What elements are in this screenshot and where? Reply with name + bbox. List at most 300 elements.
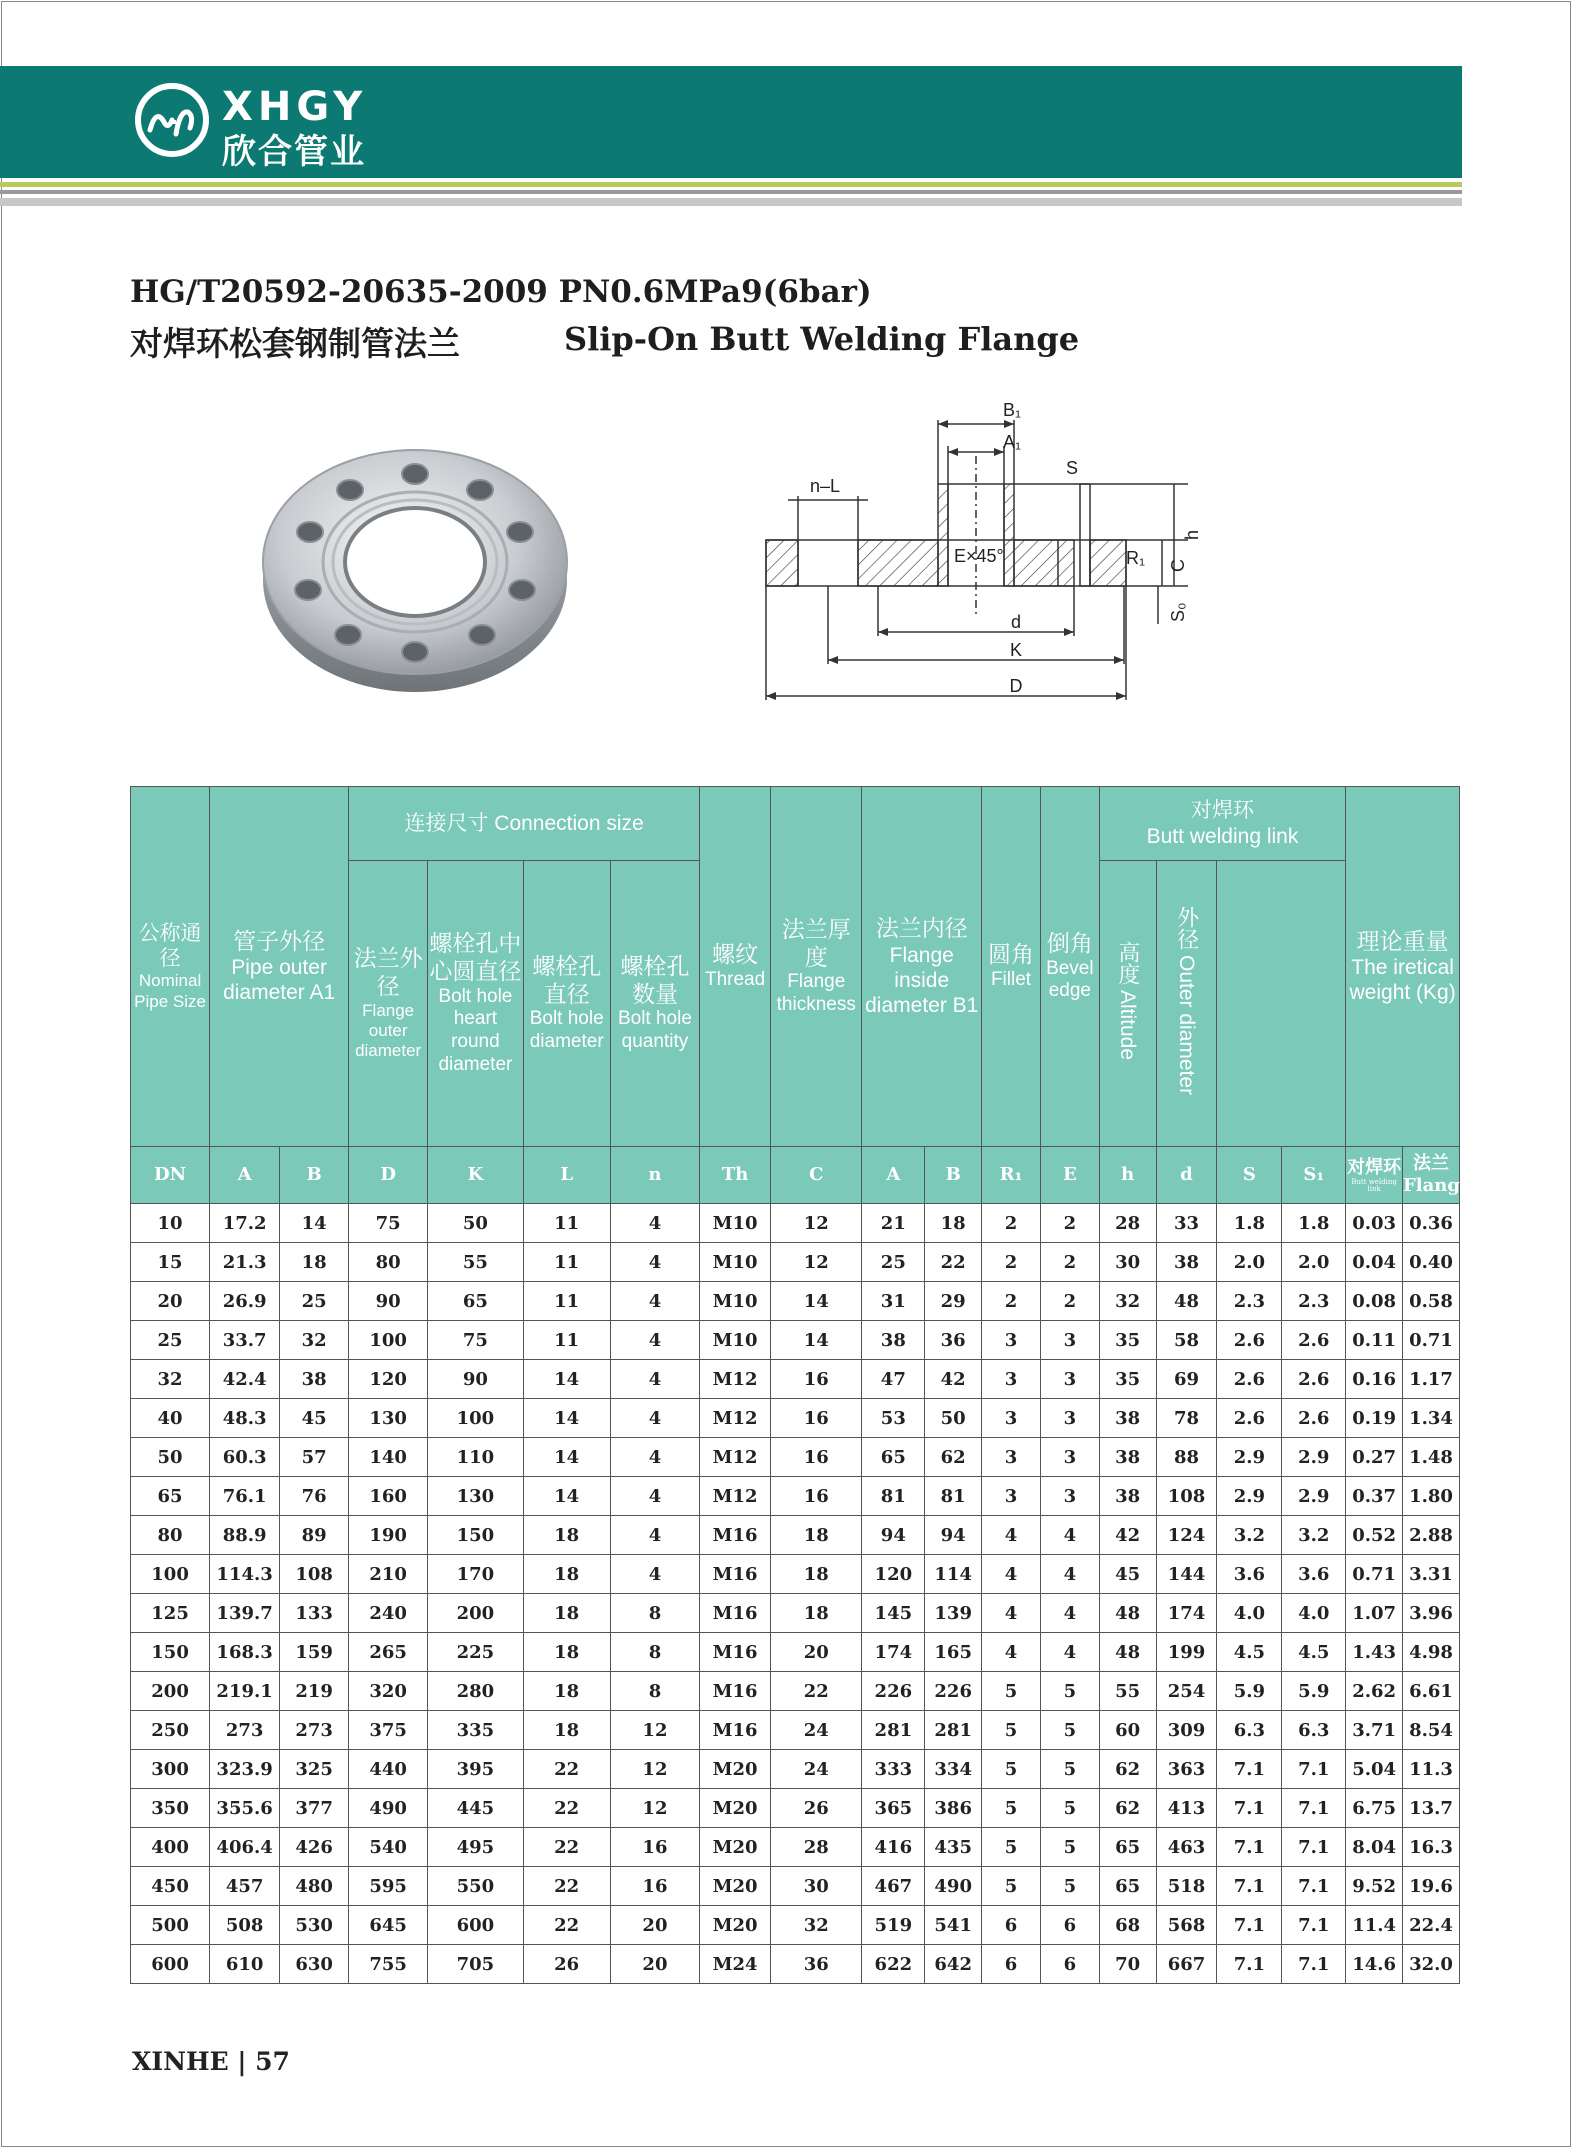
table-cell: 13.7 [1403, 1789, 1460, 1828]
table-cell: 18 [523, 1672, 610, 1711]
table-cell: 28 [1099, 1204, 1156, 1243]
table-cell: 541 [925, 1906, 982, 1945]
table-cell: 14 [771, 1282, 862, 1321]
table-cell: 2.6 [1217, 1399, 1282, 1438]
table-cell: 42 [1099, 1516, 1156, 1555]
table-cell: M16 [700, 1516, 771, 1555]
table-cell: 7.1 [1217, 1867, 1282, 1906]
table-cell: 7.1 [1282, 1906, 1346, 1945]
table-cell: 226 [925, 1672, 982, 1711]
col-code: C [771, 1147, 862, 1204]
table-row [131, 1555, 1460, 1594]
table-cell: 320 [349, 1672, 428, 1711]
table-cell: 22.4 [1403, 1906, 1460, 1945]
table-row [131, 1828, 1460, 1867]
table-cell: 2.9 [1217, 1477, 1282, 1516]
table-cell: 139 [925, 1594, 982, 1633]
table-cell: 406.4 [210, 1828, 280, 1867]
table-cell: 50 [428, 1204, 523, 1243]
brand-name-en: XHGY [222, 84, 368, 130]
table-row [131, 1243, 1460, 1282]
table-cell: 2.6 [1217, 1321, 1282, 1360]
table-cell: 0.52 [1346, 1516, 1403, 1555]
table-cell: 416 [862, 1828, 925, 1867]
table-cell: 9.52 [1346, 1867, 1403, 1906]
table-cell: 4 [982, 1555, 1041, 1594]
table-row [131, 1945, 1460, 1984]
table-cell: 78 [1156, 1399, 1217, 1438]
col-n-header: 螺栓孔数量 Bolt hole quantity [610, 861, 699, 1147]
table-cell: 32 [280, 1321, 349, 1360]
table-cell: 600 [428, 1906, 523, 1945]
table-cell: 18 [523, 1633, 610, 1672]
table-cell: 26 [771, 1789, 862, 1828]
table-cell: 3 [1040, 1438, 1099, 1477]
group-connection-size: 连接尺寸 Connection size [349, 787, 700, 861]
col-k-header: 螺栓孔中心圆直径 Bolt hole heart round diameter [428, 861, 523, 1147]
table-cell: 3.2 [1217, 1516, 1282, 1555]
table-cell: 20 [131, 1282, 210, 1321]
table-cell: 4.5 [1282, 1633, 1346, 1672]
table-cell: 4 [1040, 1516, 1099, 1555]
col-pipe-header: 管子外径 Pipe outer diameter A1 [210, 787, 349, 1147]
table-cell: 89 [280, 1516, 349, 1555]
table-cell: 200 [428, 1594, 523, 1633]
table-cell: 174 [862, 1633, 925, 1672]
table-cell: 4 [610, 1477, 699, 1516]
table-cell: 38 [862, 1321, 925, 1360]
table-cell: 426 [280, 1828, 349, 1867]
table-cell: 4 [1040, 1633, 1099, 1672]
table-cell: 4.98 [1403, 1633, 1460, 1672]
table-cell: 4 [982, 1516, 1041, 1555]
table-cell: 108 [280, 1555, 349, 1594]
table-cell: 30 [771, 1867, 862, 1906]
col-weight-header: 理论重量 The iretical weight (Kg) [1346, 787, 1460, 1147]
table-cell: 140 [349, 1438, 428, 1477]
table-row [131, 1711, 1460, 1750]
table-cell: 10 [131, 1204, 210, 1243]
table-cell: 130 [349, 1399, 428, 1438]
table-cell: 3 [982, 1360, 1041, 1399]
table-cell: 28 [771, 1828, 862, 1867]
table-cell: M16 [700, 1711, 771, 1750]
table-cell: 5 [1040, 1867, 1099, 1906]
table-cell: 540 [349, 1828, 428, 1867]
table-cell: 38 [1099, 1399, 1156, 1438]
col-code: D [349, 1147, 428, 1204]
table-row [131, 1399, 1460, 1438]
table-cell: 144 [1156, 1555, 1217, 1594]
table-cell: 4 [610, 1282, 699, 1321]
table-cell: 24 [771, 1750, 862, 1789]
table-cell: 16 [771, 1477, 862, 1516]
table-cell: 325 [280, 1750, 349, 1789]
table-cell: 500 [131, 1906, 210, 1945]
table-cell: 94 [862, 1516, 925, 1555]
table-cell: 190 [349, 1516, 428, 1555]
table-cell: 281 [925, 1711, 982, 1750]
table-cell: 14 [523, 1360, 610, 1399]
banner-stripe [0, 182, 1462, 187]
table-cell: 5.04 [1346, 1750, 1403, 1789]
table-cell: 400 [131, 1828, 210, 1867]
table-cell: 8.04 [1346, 1828, 1403, 1867]
table-cell: 5 [982, 1711, 1041, 1750]
table-cell: 3.6 [1217, 1555, 1282, 1594]
table-cell: 281 [862, 1711, 925, 1750]
table-cell: 48.3 [210, 1399, 280, 1438]
table-cell: M16 [700, 1594, 771, 1633]
table-cell: 75 [428, 1321, 523, 1360]
table-cell: 0.36 [1403, 1204, 1460, 1243]
table-cell: 5 [982, 1828, 1041, 1867]
table-cell: 12 [610, 1711, 699, 1750]
table-cell: 58 [1156, 1321, 1217, 1360]
table-cell: 53 [862, 1399, 925, 1438]
table-cell: 11.3 [1403, 1750, 1460, 1789]
col-code: L [523, 1147, 610, 1204]
flange-product-photo [250, 430, 580, 700]
table-cell: 2 [982, 1204, 1041, 1243]
table-cell: 6.3 [1282, 1711, 1346, 1750]
table-row [131, 1360, 1460, 1399]
group-butt-welding: 对焊环 Butt welding link [1099, 787, 1345, 861]
table-cell: 3 [982, 1321, 1041, 1360]
table-cell: 20 [610, 1906, 699, 1945]
table-cell: 50 [131, 1438, 210, 1477]
flange-cross-section-diagram [758, 396, 1358, 712]
table-cell: 4 [1040, 1555, 1099, 1594]
table-cell: 440 [349, 1750, 428, 1789]
col-code: Th [700, 1147, 771, 1204]
table-cell: 490 [925, 1867, 982, 1906]
table-cell: 65 [1099, 1867, 1156, 1906]
table-cell: 0.11 [1346, 1321, 1403, 1360]
table-cell: 170 [428, 1555, 523, 1594]
table-cell: 273 [280, 1711, 349, 1750]
table-cell: 174 [1156, 1594, 1217, 1633]
product-title-en: Slip-On Butt Welding Flange [564, 320, 1080, 358]
table-cell: 1.17 [1403, 1360, 1460, 1399]
table-cell: 265 [349, 1633, 428, 1672]
table-cell: 3 [982, 1477, 1041, 1516]
table-cell: 42 [925, 1360, 982, 1399]
table-cell: 65 [428, 1282, 523, 1321]
dim-k: K [1009, 640, 1023, 660]
table-cell: 375 [349, 1711, 428, 1750]
table-cell: 3.2 [1282, 1516, 1346, 1555]
table-cell: 11.4 [1346, 1906, 1403, 1945]
table-cell: M20 [700, 1789, 771, 1828]
col-code: n [610, 1147, 699, 1204]
table-cell: 68 [1099, 1906, 1156, 1945]
table-cell: 14 [771, 1321, 862, 1360]
table-cell: 16 [610, 1867, 699, 1906]
table-cell: 3.31 [1403, 1555, 1460, 1594]
table-cell: 11 [523, 1204, 610, 1243]
table-cell: 2 [982, 1243, 1041, 1282]
table-cell: 4 [610, 1360, 699, 1399]
table-cell: 19.6 [1403, 1867, 1460, 1906]
table-cell: 467 [862, 1867, 925, 1906]
table-cell: 254 [1156, 1672, 1217, 1711]
table-cell: 4 [610, 1204, 699, 1243]
table-cell: 495 [428, 1828, 523, 1867]
table-cell: 33 [1156, 1204, 1217, 1243]
table-cell: 0.40 [1403, 1243, 1460, 1282]
table-cell: 5 [982, 1672, 1041, 1711]
table-cell: 4 [610, 1516, 699, 1555]
table-cell: 35 [1099, 1321, 1156, 1360]
table-cell: 50 [925, 1399, 982, 1438]
table-cell: 300 [131, 1750, 210, 1789]
table-cell: 3.71 [1346, 1711, 1403, 1750]
table-cell: 38 [1099, 1438, 1156, 1477]
table-cell: 48 [1099, 1594, 1156, 1633]
table-cell: 2.9 [1217, 1438, 1282, 1477]
table-cell: 114 [925, 1555, 982, 1594]
table-cell: 18 [523, 1594, 610, 1633]
table-cell: 26 [523, 1945, 610, 1984]
table-cell: 1.80 [1403, 1477, 1460, 1516]
col-s-header-blank [1217, 861, 1346, 1147]
table-cell: 65 [131, 1477, 210, 1516]
table-cell: 32.0 [1403, 1945, 1460, 1984]
table-cell: 21 [862, 1204, 925, 1243]
table-cell: 21.3 [210, 1243, 280, 1282]
table-cell: 124 [1156, 1516, 1217, 1555]
table-cell: 24 [771, 1711, 862, 1750]
table-cell: 11 [523, 1321, 610, 1360]
table-cell: 36 [925, 1321, 982, 1360]
table-cell: 62 [1099, 1789, 1156, 1828]
table-cell: 22 [523, 1789, 610, 1828]
dim-h: h [1182, 529, 1202, 540]
table-row [131, 1672, 1460, 1711]
table-cell: 100 [428, 1399, 523, 1438]
table-cell: 519 [862, 1906, 925, 1945]
table-cell: 20 [610, 1945, 699, 1984]
table-cell: 490 [349, 1789, 428, 1828]
table-cell: 18 [523, 1711, 610, 1750]
table-cell: 12 [771, 1204, 862, 1243]
dim-a1: A₁ [1002, 432, 1022, 452]
table-cell: 2.6 [1282, 1399, 1346, 1438]
table-cell: 48 [1156, 1282, 1217, 1321]
table-cell: 25 [131, 1321, 210, 1360]
table-cell: 6.61 [1403, 1672, 1460, 1711]
table-cell: 65 [1099, 1828, 1156, 1867]
table-cell: 7.1 [1217, 1789, 1282, 1828]
table-cell: 6 [1040, 1906, 1099, 1945]
table-cell: 480 [280, 1867, 349, 1906]
standard-title: HG/T20592-20635-2009 PN0.6MPa9(6bar) [130, 274, 872, 310]
table-cell: 2.0 [1282, 1243, 1346, 1282]
table-cell: 7.1 [1282, 1867, 1346, 1906]
table-cell: 1.8 [1217, 1204, 1282, 1243]
col-flange-thickness-header: 法兰厚度 Flange thickness [771, 787, 862, 1147]
table-cell: 355.6 [210, 1789, 280, 1828]
table-cell: 219.1 [210, 1672, 280, 1711]
table-cell: 5 [1040, 1711, 1099, 1750]
table-cell: 199 [1156, 1633, 1217, 1672]
table-cell: 6 [1040, 1945, 1099, 1984]
table-cell: 0.37 [1346, 1477, 1403, 1516]
table-cell: 29 [925, 1282, 982, 1321]
column-code-row [131, 1147, 1460, 1204]
table-cell: 60.3 [210, 1438, 280, 1477]
table-cell: 100 [131, 1555, 210, 1594]
table-cell: 395 [428, 1750, 523, 1789]
col-l-header: 螺栓孔直径 Bolt hole diameter [523, 861, 610, 1147]
table-cell: 622 [862, 1945, 925, 1984]
table-cell: 630 [280, 1945, 349, 1984]
table-cell: 16 [771, 1399, 862, 1438]
table-cell: 250 [131, 1711, 210, 1750]
table-cell: 130 [428, 1477, 523, 1516]
dim-b1: B₁ [1002, 400, 1022, 420]
table-cell: 280 [428, 1672, 523, 1711]
table-cell: 4 [1040, 1594, 1099, 1633]
table-cell: 5 [982, 1750, 1041, 1789]
table-cell: 6 [982, 1945, 1041, 1984]
table-cell: 18 [523, 1516, 610, 1555]
table-cell: 18 [771, 1555, 862, 1594]
table-cell: 2.6 [1217, 1360, 1282, 1399]
table-cell: 1.8 [1282, 1204, 1346, 1243]
col-code: A [862, 1147, 925, 1204]
table-cell: M10 [700, 1204, 771, 1243]
table-cell: 18 [925, 1204, 982, 1243]
table-cell: 45 [1099, 1555, 1156, 1594]
table-cell: 11 [523, 1282, 610, 1321]
table-cell: 0.04 [1346, 1243, 1403, 1282]
table-cell: 120 [349, 1360, 428, 1399]
col-code: d [1156, 1147, 1217, 1204]
table-cell: 705 [428, 1945, 523, 1984]
table-cell: 333 [862, 1750, 925, 1789]
table-cell: 0.71 [1403, 1321, 1460, 1360]
col-outer-d-header: 外径 Outer diameter [1156, 861, 1217, 1147]
table-cell: 14 [280, 1204, 349, 1243]
table-cell: 15 [131, 1243, 210, 1282]
table-cell: 4 [982, 1633, 1041, 1672]
table-cell: 12 [610, 1750, 699, 1789]
table-cell: 12 [610, 1789, 699, 1828]
table-row [131, 1633, 1460, 1672]
table-cell: M12 [700, 1438, 771, 1477]
table-cell: 90 [349, 1282, 428, 1321]
table-cell: 309 [1156, 1711, 1217, 1750]
table-cell: 4 [610, 1399, 699, 1438]
table-cell: 273 [210, 1711, 280, 1750]
table-cell: 6 [982, 1906, 1041, 1945]
table-cell: 377 [280, 1789, 349, 1828]
table-cell: 33.7 [210, 1321, 280, 1360]
table-row [131, 1204, 1460, 1243]
table-cell: 150 [428, 1516, 523, 1555]
table-cell: 139.7 [210, 1594, 280, 1633]
table-cell: 645 [349, 1906, 428, 1945]
table-cell: 3 [1040, 1399, 1099, 1438]
table-cell: 450 [131, 1867, 210, 1906]
table-cell: 225 [428, 1633, 523, 1672]
dim-s: S [1066, 458, 1079, 478]
table-cell: 363 [1156, 1750, 1217, 1789]
table-row [131, 1750, 1460, 1789]
table-cell: 6.3 [1217, 1711, 1282, 1750]
table-cell: 0.16 [1346, 1360, 1403, 1399]
table-cell: M16 [700, 1672, 771, 1711]
table-cell: M16 [700, 1555, 771, 1594]
dim-c: C [1168, 559, 1188, 572]
table-cell: 16 [771, 1438, 862, 1477]
table-cell: M24 [700, 1945, 771, 1984]
table-cell: 88.9 [210, 1516, 280, 1555]
table-cell: 30 [1099, 1243, 1156, 1282]
table-cell: 3 [1040, 1360, 1099, 1399]
table-cell: 4 [610, 1438, 699, 1477]
table-cell: M20 [700, 1750, 771, 1789]
table-cell: 518 [1156, 1867, 1217, 1906]
table-cell: 16 [771, 1360, 862, 1399]
table-cell: 14 [523, 1399, 610, 1438]
table-row [131, 1282, 1460, 1321]
table-cell: 35 [1099, 1360, 1156, 1399]
table-cell: 65 [862, 1438, 925, 1477]
table-cell: 2.3 [1282, 1282, 1346, 1321]
product-title-cn: 对焊环松套钢制管法兰 [130, 324, 460, 363]
table-cell: 3.96 [1403, 1594, 1460, 1633]
table-cell: 81 [862, 1477, 925, 1516]
table-cell: 7.1 [1217, 1906, 1282, 1945]
table-cell: 22 [523, 1906, 610, 1945]
table-cell: 18 [771, 1594, 862, 1633]
table-cell: 76.1 [210, 1477, 280, 1516]
table-cell: 133 [280, 1594, 349, 1633]
table-cell: 48 [1099, 1633, 1156, 1672]
table-cell: 160 [349, 1477, 428, 1516]
table-cell: 3 [982, 1438, 1041, 1477]
table-cell: 2.62 [1346, 1672, 1403, 1711]
table-cell: M20 [700, 1906, 771, 1945]
table-cell: 0.19 [1346, 1399, 1403, 1438]
table-cell: 210 [349, 1555, 428, 1594]
col-code: DN [131, 1147, 210, 1204]
table-cell: 18 [771, 1516, 862, 1555]
table-cell: 435 [925, 1828, 982, 1867]
table-cell: 667 [1156, 1945, 1217, 1984]
xhgy-logo-icon [134, 82, 210, 158]
dim-r1: R₁ [1126, 548, 1146, 568]
table-cell: 70 [1099, 1945, 1156, 1984]
table-row [131, 1867, 1460, 1906]
table-cell: 5.9 [1217, 1672, 1282, 1711]
table-cell: 445 [428, 1789, 523, 1828]
table-cell: 5.9 [1282, 1672, 1346, 1711]
table-cell: 3.6 [1282, 1555, 1346, 1594]
table-cell: 16.3 [1403, 1828, 1460, 1867]
table-cell: 8 [610, 1633, 699, 1672]
flange-spec-table [130, 786, 1472, 1984]
table-cell: 240 [349, 1594, 428, 1633]
table-cell: 4 [610, 1243, 699, 1282]
spec-table-body [131, 1204, 1460, 1984]
table-cell: 38 [1156, 1243, 1217, 1282]
table-cell: 7.1 [1217, 1750, 1282, 1789]
table-cell: 350 [131, 1789, 210, 1828]
